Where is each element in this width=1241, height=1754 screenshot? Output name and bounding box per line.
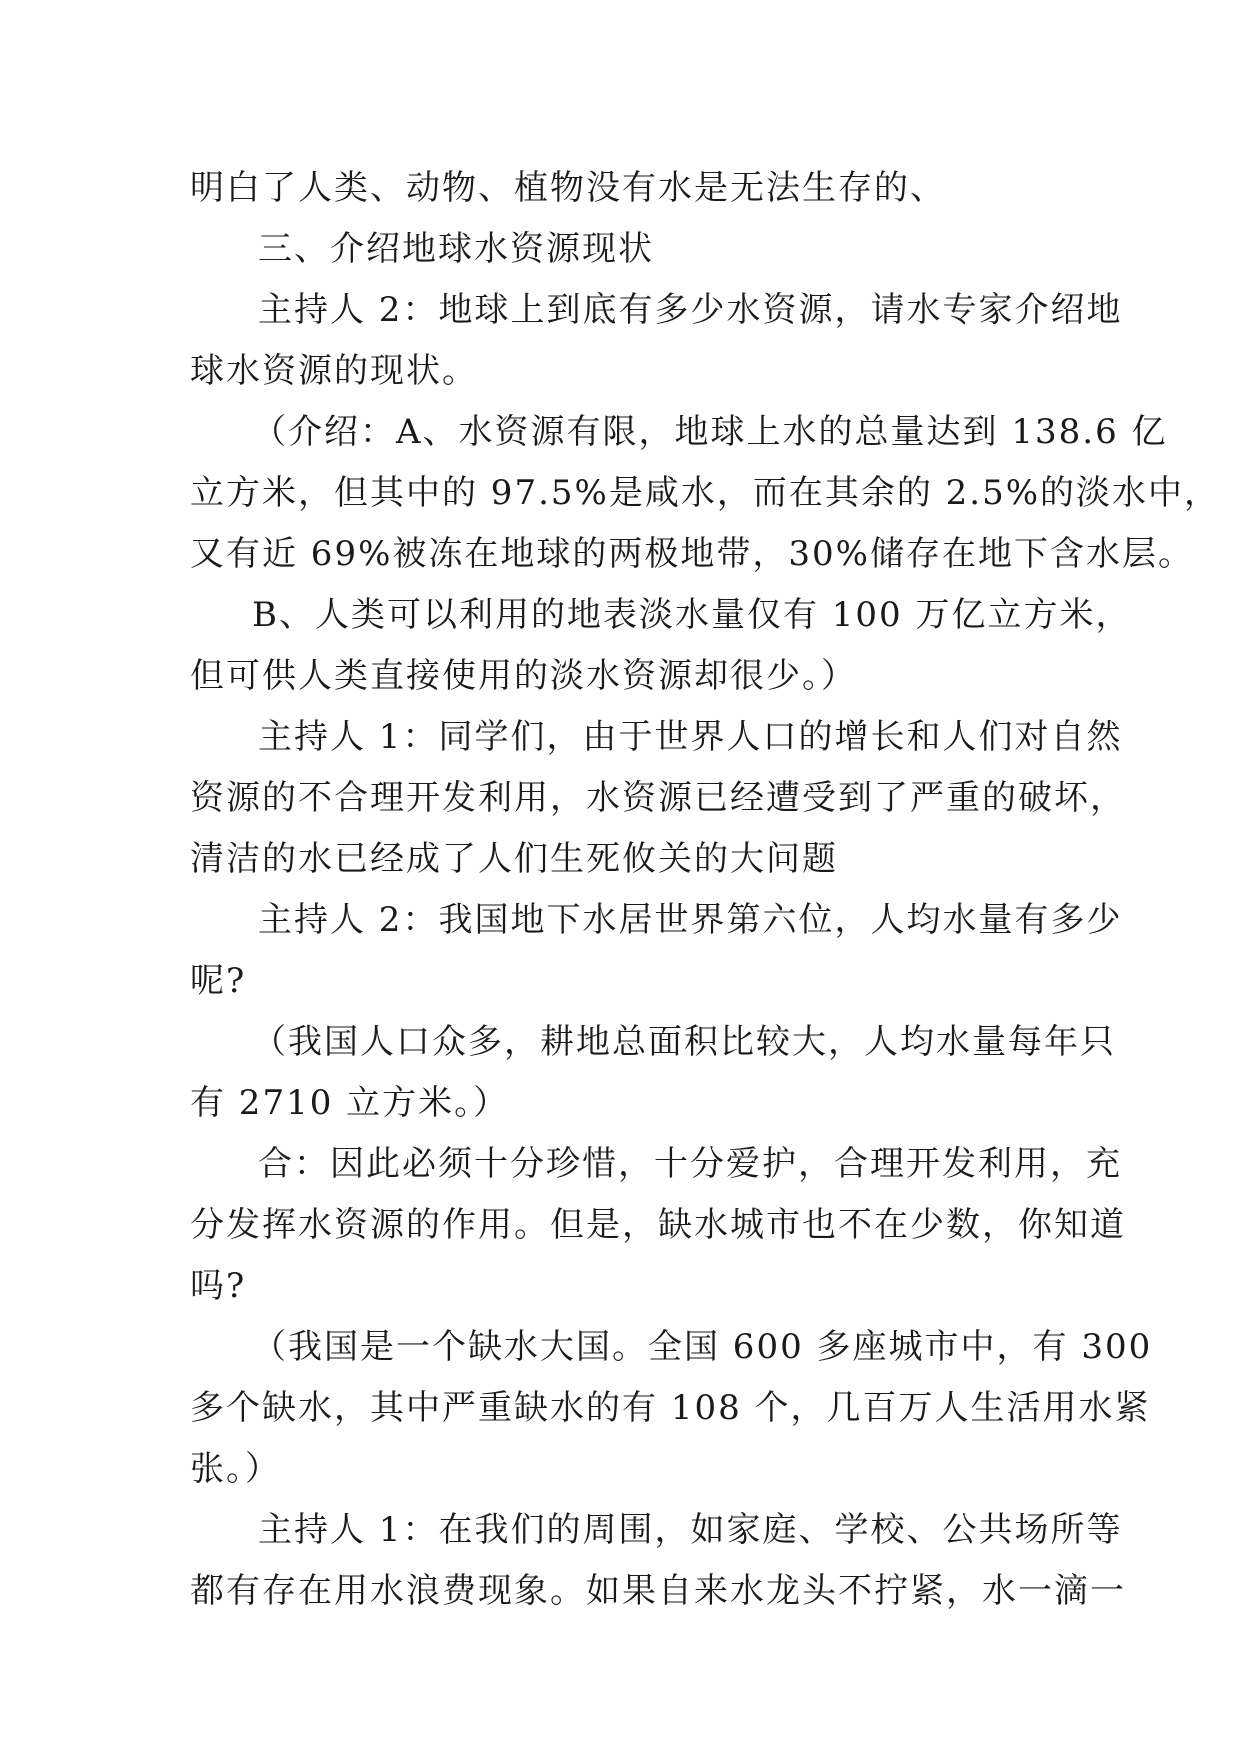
text-line: 主持人 1：在我们的周围，如家庭、学校、公共场所等 — [258, 1510, 1123, 1550]
text-line: 合：因此必须十分珍惜，十分爱护，合理开发利用，充 — [258, 1144, 1122, 1184]
text-line: 资源的不合理开发利用，水资源已经遭受到了严重的破坏， — [190, 778, 1126, 818]
text-line: B、人类可以利用的地表淡水量仅有 100 万亿立方米， — [252, 595, 1132, 635]
text-line: 多个缺水，其中严重缺水的有 108 个，几百万人生活用水紧 — [190, 1388, 1151, 1428]
text-line: 明白了人类、动物、植物没有水是无法生存的、 — [190, 168, 946, 208]
text-line: （我国是一个缺水大国。全国 600 多座城市中，有 300 — [252, 1327, 1153, 1367]
text-line: 球水资源的现状。 — [190, 351, 478, 391]
text-line: 主持人 2：我国地下水居世界第六位，人均水量有多少 — [258, 900, 1123, 940]
section-heading: 三、介绍地球水资源现状 — [258, 229, 654, 269]
text-line: 吗? — [190, 1266, 247, 1306]
text-line: 呢? — [190, 961, 247, 1001]
text-line: 清洁的水已经成了人们生死攸关的大问题 — [190, 839, 838, 879]
text-line: （我国人口众多，耕地总面积比较大，人均水量每年只 — [252, 1022, 1116, 1062]
text-line: （介绍：A、水资源有限，地球上水的总量达到 138.6 亿 — [252, 412, 1168, 452]
text-line: 主持人 2：地球上到底有多少水资源，请水专家介绍地 — [258, 290, 1123, 330]
text-line: 都有存在用水浪费现象。如果自来水龙头不拧紧，水一滴一 — [190, 1571, 1126, 1611]
document-body — [190, 158, 1221, 1622]
text-line: 又有近 69%被冻在地球的两极地带，30%储存在地下含水层。 — [190, 534, 1194, 574]
text-line: 张。） — [190, 1449, 281, 1489]
text-line: 但可供人类直接使用的淡水资源却很少。） — [190, 656, 857, 696]
text-line: 分发挥水资源的作用。但是，缺水城市也不在少数，你知道 — [190, 1205, 1126, 1245]
text-line: 有 2710 立方米。） — [190, 1083, 510, 1123]
text-line: 主持人 1：同学们，由于世界人口的增长和人们对自然 — [258, 717, 1123, 757]
text-line: 立方米，但其中的 97.5%是咸水，而在其余的 2.5%的淡水中， — [190, 473, 1221, 513]
